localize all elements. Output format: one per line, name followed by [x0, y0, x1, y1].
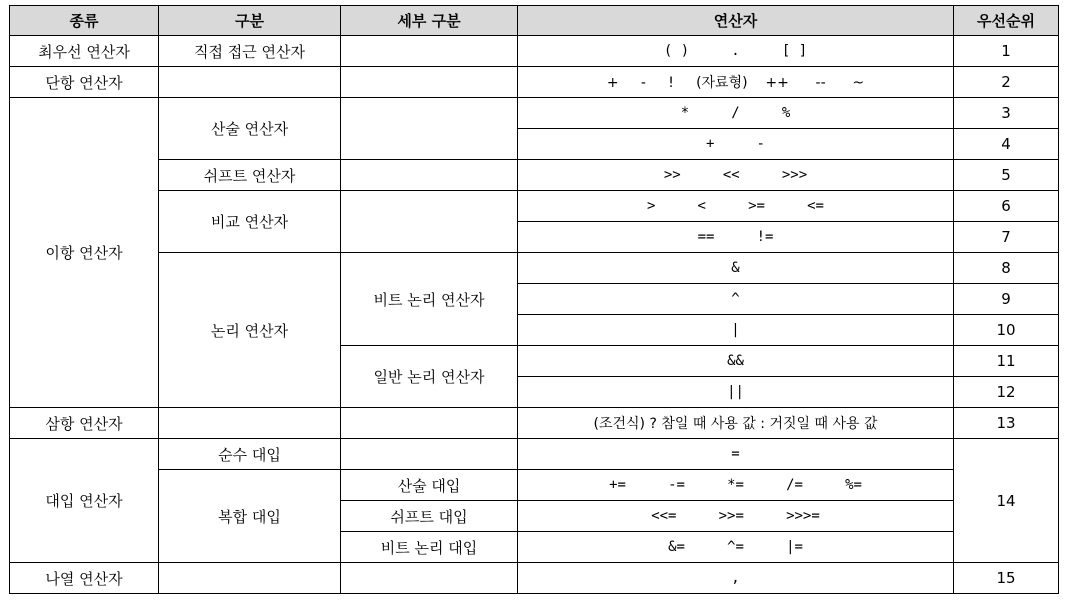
subcategory-cell: 일반 논리 연산자 [341, 346, 518, 408]
category-cell [159, 563, 341, 594]
priority-cell: 8 [954, 253, 1059, 284]
operator-cell: &= ^= |= [518, 532, 954, 563]
header-category: 구분 [159, 6, 341, 36]
operator-cell: * / % [518, 98, 954, 129]
table-row [10, 563, 1059, 594]
table-row [10, 253, 1059, 284]
category-cell: 쉬프트 연산자 [159, 160, 341, 191]
category-cell: 비교 연산자 [159, 191, 341, 253]
category-cell [159, 408, 341, 439]
operator-cell: && [518, 346, 954, 377]
operator-cell: = [518, 439, 954, 470]
operator-cell: > < >= <= [518, 191, 954, 222]
header-subcategory: 세부 구분 [341, 6, 518, 36]
operator-cell: & [518, 253, 954, 284]
priority-cell: 5 [954, 160, 1059, 191]
kind-cell: 삼항 연산자 [10, 408, 159, 439]
header-priority: 우선순위 [954, 6, 1059, 36]
subcategory-cell [341, 67, 518, 98]
table-row [10, 36, 1059, 67]
table-row [10, 408, 1059, 439]
operator-precedence-table [9, 5, 1059, 594]
priority-cell: 7 [954, 222, 1059, 253]
operator-cell: || [518, 377, 954, 408]
operator-cell: + - ! (자료형) ++ -- ~ [518, 67, 954, 98]
category-cell [159, 67, 341, 98]
subcategory-cell: 비트 논리 연산자 [341, 253, 518, 346]
subcategory-cell [341, 408, 518, 439]
operator-cell: == != [518, 222, 954, 253]
header-row [10, 6, 1059, 36]
subcategory-cell [341, 439, 518, 470]
table-row [10, 439, 1059, 470]
category-cell: 산술 연산자 [159, 98, 341, 160]
table-row [10, 160, 1059, 191]
priority-cell: 2 [954, 67, 1059, 98]
operator-cell: ( ) . [ ] [518, 36, 954, 67]
category-cell: 논리 연산자 [159, 253, 341, 408]
subcategory-cell: 비트 논리 대입 [341, 532, 518, 563]
priority-cell: 3 [954, 98, 1059, 129]
kind-cell: 나열 연산자 [10, 563, 159, 594]
operator-cell: <<= >>= >>>= [518, 501, 954, 532]
subcategory-cell: 산술 대입 [341, 470, 518, 501]
operator-cell: += -= *= /= %= [518, 470, 954, 501]
priority-cell: 12 [954, 377, 1059, 408]
kind-cell: 최우선 연산자 [10, 36, 159, 67]
kind-cell: 대입 연산자 [10, 439, 159, 563]
table-row [10, 191, 1059, 222]
operator-cell: >> << >>> [518, 160, 954, 191]
priority-cell: 11 [954, 346, 1059, 377]
subcategory-cell: 쉬프트 대입 [341, 501, 518, 532]
subcategory-cell [341, 36, 518, 67]
table-row [10, 67, 1059, 98]
header-kind: 종류 [10, 6, 159, 36]
subcategory-cell [341, 191, 518, 253]
priority-cell: 14 [954, 439, 1059, 563]
priority-cell: 6 [954, 191, 1059, 222]
operator-cell: , [518, 563, 954, 594]
kind-cell: 단항 연산자 [10, 67, 159, 98]
priority-cell: 13 [954, 408, 1059, 439]
operator-cell: | [518, 315, 954, 346]
priority-cell: 9 [954, 284, 1059, 315]
subcategory-cell [341, 563, 518, 594]
operator-cell: + - [518, 129, 954, 160]
table-row [10, 98, 1059, 129]
category-cell: 순수 대입 [159, 439, 341, 470]
subcategory-cell [341, 160, 518, 191]
subcategory-cell [341, 98, 518, 160]
operator-cell: ^ [518, 284, 954, 315]
header-operator: 연산자 [518, 6, 954, 36]
priority-cell: 4 [954, 129, 1059, 160]
operator-cell: (조건식) ? 참일 때 사용 값 : 거짓일 때 사용 값 [518, 408, 954, 439]
priority-cell: 10 [954, 315, 1059, 346]
priority-cell: 15 [954, 563, 1059, 594]
priority-cell: 1 [954, 36, 1059, 67]
category-cell: 복합 대입 [159, 470, 341, 563]
category-cell: 직접 접근 연산자 [159, 36, 341, 67]
table-row [10, 470, 1059, 501]
kind-cell: 이항 연산자 [10, 98, 159, 408]
